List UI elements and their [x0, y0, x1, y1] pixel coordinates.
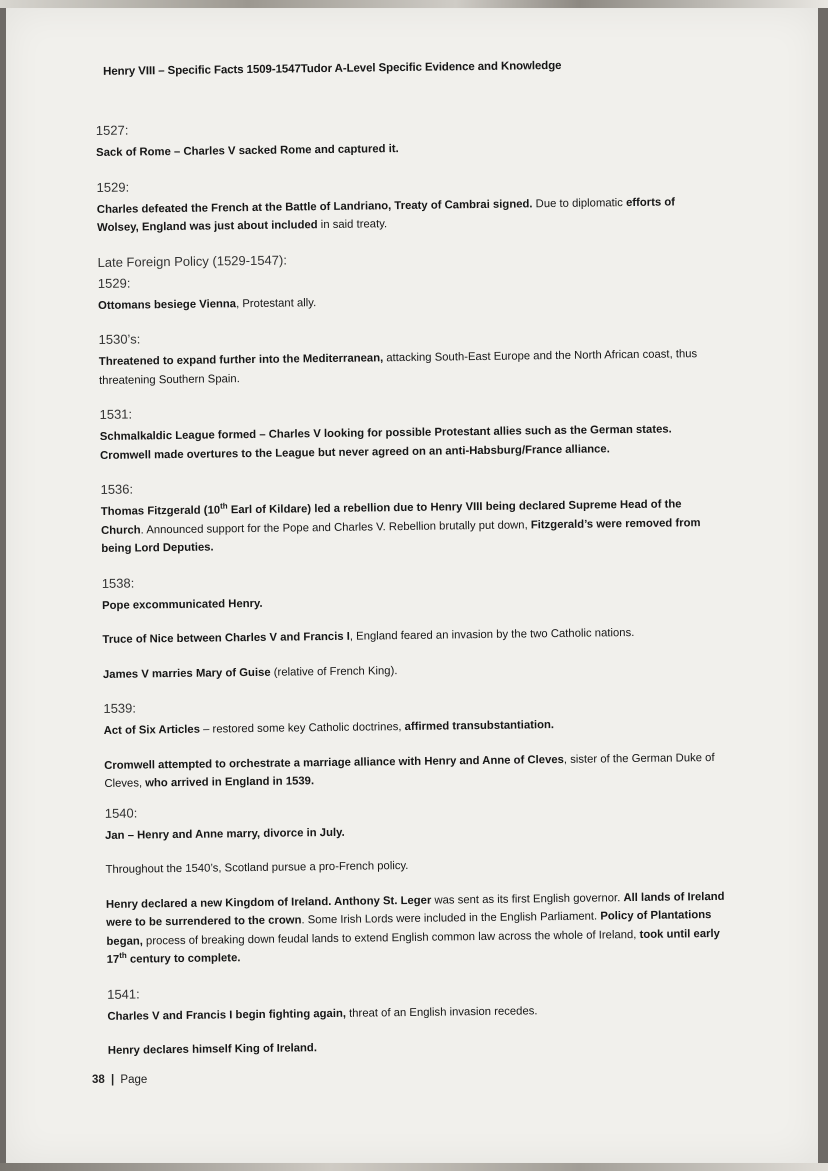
fact-text: Act of Six Articles	[103, 723, 201, 737]
fact-text: efforts of Wolsey, England was just about included	[97, 195, 676, 234]
fact-text: Cromwell attempted to orchestrate a marriage alliance with Henry and Anne of Cleves	[104, 753, 564, 772]
fact-text: th	[219, 501, 228, 511]
fact-scotland-policy	[105, 853, 725, 880]
fact-king-of-ireland	[108, 1034, 728, 1061]
fact-text: Charles defeated the French at the Battle of Landriano, Treaty of Cambrai signed.	[96, 197, 533, 216]
page-content	[95, 58, 728, 1077]
year-heading-1536: 1536:	[100, 481, 134, 497]
fact-text: Threatened to expand further into the Mediterranean,	[98, 352, 384, 368]
fact-text: who arrived in England in 1539.	[145, 775, 315, 790]
fact-text: All lands of Ireland were to be surrendered to the crown	[106, 890, 725, 929]
year-heading-1531: 1531:	[99, 406, 133, 422]
footer-separator: |	[111, 1074, 115, 1086]
fact-text: . Some Irish Lords were included in the English Parliament.	[301, 910, 601, 927]
fact-text: threat of an English invasion recedes.	[345, 1004, 538, 1020]
fact-text: century to complete.	[126, 952, 241, 966]
page-number: 38	[92, 1074, 105, 1086]
fact-text: Charles V and Francis I begin fighting again,	[107, 1007, 347, 1023]
fact-ottoman-expansion	[99, 345, 719, 390]
fact-ottomans-vienna	[98, 288, 718, 315]
fact-text: Sack of Rome – Charles V sacked Rome and captured it.	[96, 143, 399, 159]
fact-text: Truce of Nice between Charles V and Francis I	[102, 630, 350, 646]
fact-text: affirmed transubstantiation.	[404, 719, 555, 734]
fact-text: . Announced support for the Pope and Charles V. Rebellion brutally put down,	[140, 518, 531, 536]
fact-text: (relative of French King).	[270, 664, 398, 679]
fact-text: Pope excommunicated Henry.	[101, 597, 263, 612]
page-header: Henry VIII – Specific Facts 1509-1547Tudor A-Level Specific Evidence and Knowledge	[102, 59, 562, 78]
fact-text: Ottomans besiege Vienna	[98, 297, 237, 312]
fact-text: Jan – Henry and Anne marry, divorce in July.	[104, 826, 345, 842]
fact-text: Henry declared a new Kingdom of Ireland. Anthony St. Leger	[105, 894, 432, 911]
year-heading-1539: 1539:	[103, 700, 137, 716]
fact-text: – restored some key Catholic doctrines,	[199, 721, 405, 736]
fact-text: Schmalkaldic League formed – Charles V looking for possible Protestant allies such as the German states. Cromwell made overtures to the League but never agreed on an anti-Habsburg/France alliance.	[99, 423, 672, 462]
fact-text: Throughout the 1540’s, Scotland pursue a pro-French policy.	[105, 859, 409, 876]
late-foreign-policy-heading: Late Foreign Policy (1529-1547):	[97, 252, 287, 270]
year-heading-1540: 1540:	[104, 805, 138, 821]
year-heading-1527: 1527:	[95, 122, 129, 138]
page-footer	[92, 1074, 147, 1086]
fact-anne-of-cleves	[104, 748, 724, 793]
fact-text: Thomas Fitzgerald (10	[100, 504, 221, 518]
fact-text: process of breaking down feudal lands to extend English common law across the whole of Ireland,	[142, 928, 640, 947]
fact-sack-of-rome	[96, 136, 716, 163]
fact-six-articles	[104, 714, 724, 741]
fact-text: James V marries Mary of Guise	[102, 666, 271, 681]
fact-text: Earl of Kildare) led a rebellion due to Henry VIII being declared Supreme Head of the Church	[101, 498, 682, 537]
fact-text: Policy of Plantations began,	[106, 909, 712, 948]
fact-kingdom-of-ireland	[106, 887, 727, 969]
year-heading-1538: 1538:	[101, 575, 135, 591]
paper-edge-top	[0, 0, 828, 8]
fact-henry-anne-marry	[105, 818, 725, 845]
fact-text: , sister of the German Duke of Cleves,	[104, 751, 715, 790]
year-heading-1530s: 1530’s:	[98, 331, 141, 347]
year-heading-1529: 1529:	[96, 179, 130, 195]
fact-truce-of-nice	[102, 623, 722, 650]
fact-fitzgerald-rebellion	[101, 495, 722, 559]
fact-text: was sent as its first English governor.	[431, 891, 624, 907]
fact-treaty-of-cambrai	[97, 192, 717, 237]
fact-text: , England feared an invasion by the two Catholic nations.	[349, 626, 635, 643]
fact-text: attacking South-East Europe and the North African coast, thus threatening Southern Spain.	[99, 348, 698, 387]
fact-james-v-marriage	[103, 657, 723, 684]
page-label: Page	[120, 1074, 148, 1086]
fact-excommunication	[102, 588, 722, 615]
fact-charles-francis-fighting	[107, 999, 727, 1026]
year-heading-1529-ottomans: 1529:	[97, 275, 131, 291]
fact-text: , Protestant ally.	[235, 296, 317, 310]
fact-text: Fitzgerald’s were removed from being Lord Deputies.	[101, 516, 701, 555]
paper-edge-bottom	[0, 1163, 828, 1171]
fact-text: took until early 17	[106, 927, 720, 966]
fact-text: th	[119, 950, 127, 960]
fact-schmalkaldic-league	[100, 420, 720, 465]
fact-text: Due to diplomatic	[532, 196, 623, 210]
fact-text: in said treaty.	[317, 218, 388, 232]
fact-text: Henry declares himself King of Ireland.	[107, 1042, 318, 1057]
year-heading-1541: 1541:	[107, 985, 140, 1002]
